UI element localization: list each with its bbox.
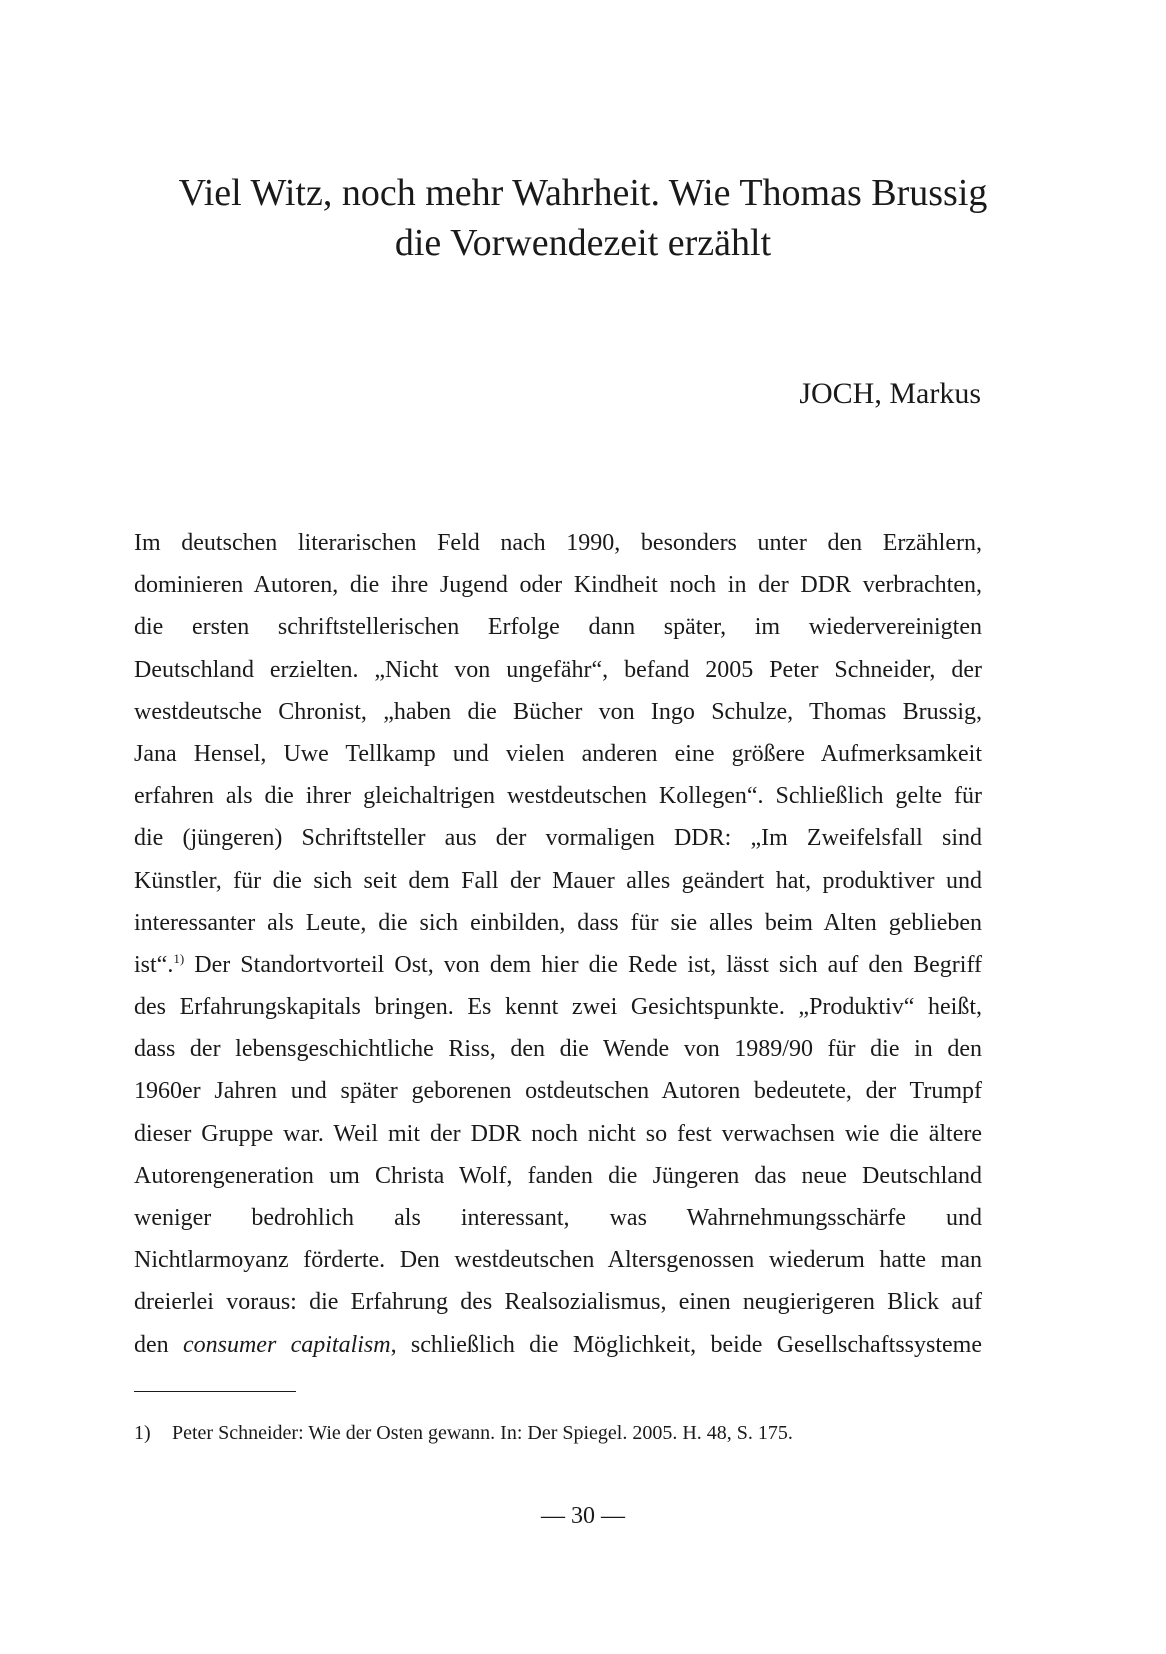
- body-line-start: ist“.: [134, 951, 174, 978]
- body-line: 1960er Jahren und später geborenen ostdeutschen Autoren bedeutete, der Trumpf: [134, 1078, 982, 1105]
- body-line: interessanter als Leute, die sich einbilden, dass für sie alles beim Alten geblieben: [134, 909, 982, 936]
- body-line-end: Der Standortvorteil Ost, von dem hier die Rede ist, lässt sich auf den Begriff: [184, 951, 982, 978]
- article-title: [100, 168, 1066, 268]
- title-line-1: Viel Witz, noch mehr Wahrheit. Wie Thomas Brussig: [178, 172, 988, 214]
- body-line: westdeutsche Chronist, „haben die Bücher von Ingo Schulze, Thomas Brussig,: [134, 698, 982, 725]
- body-line: des Erfahrungskapitals bringen. Es kennt zwei Gesichtspunkte. „Produktiv“ heißt,: [134, 994, 982, 1021]
- author-name: JOCH, Markus: [799, 377, 981, 410]
- body-line: Deutschland erzielten. „Nicht von ungefähr“, befand 2005 Peter Schneider, der: [134, 656, 982, 683]
- italic-term: consumer capitalism: [182, 1331, 391, 1358]
- body-line: erfahren als die ihrer gleichaltrigen westdeutschen Kollegen“. Schließlich gelte für: [134, 783, 982, 810]
- footnote-text: Peter Schneider: Wie der Osten gewann. In: Der Spiegel. 2005. H. 48, S. 175.: [172, 1422, 793, 1444]
- body-line: Künstler, für die sich seit dem Fall der Mauer alles geändert hat, produktiver und: [134, 867, 982, 894]
- body-line: dreierlei voraus: die Erfahrung des Realsozialismus, einen neugierigeren Blick auf: [134, 1289, 982, 1316]
- body-line: dieser Gruppe war. Weil mit der DDR noch nicht so fest verwachsen wie die ältere: [134, 1120, 982, 1147]
- footnote: [134, 1419, 793, 1447]
- title-line-2: die Vorwendezeit erzählt: [394, 222, 772, 264]
- footnote-reference[interactable]: 1): [173, 950, 185, 966]
- page-number: — 30 —: [541, 1503, 625, 1529]
- body-line: die (jüngeren) Schriftsteller aus der vormaligen DDR: „Im Zweifelsfall sind: [134, 825, 982, 852]
- footnote-divider: [134, 1391, 296, 1392]
- body-line: dass der lebensgeschichtliche Riss, den die Wende von 1989/90 für die in den: [134, 1036, 982, 1063]
- body-line: die ersten schriftstellerischen Erfolge dann später, im wiedervereinigten: [134, 614, 982, 641]
- footnote-number: 1): [134, 1422, 151, 1444]
- body-paragraph: [134, 528, 982, 1372]
- body-line: Autorengeneration um Christa Wolf, fanden die Jüngeren das neue Deutschland: [134, 1162, 982, 1189]
- body-line: Jana Hensel, Uwe Tellkamp und vielen anderen eine größere Aufmerksamkeit: [134, 740, 982, 767]
- body-line: dominieren Autoren, die ihre Jugend oder Kindheit noch in der DDR verbrachten,: [134, 572, 982, 599]
- body-line-last: [134, 1330, 982, 1372]
- body-line: Im deutschen literarischen Feld nach 1990, besonders unter den Erzählern,: [134, 530, 982, 556]
- body-line: Nichtlarmoyanz förderte. Den westdeutschen Altersgenossen wiederum hatte man: [134, 1247, 982, 1274]
- body-line-with-footnote: [134, 950, 982, 992]
- body-line-start: den: [134, 1331, 183, 1358]
- body-line-end: , schließlich die Möglichkeit, beide Gesellschaftssysteme: [390, 1331, 982, 1358]
- body-line: weniger bedrohlich als interessant, was Wahrnehmungsschärfe und: [134, 1205, 982, 1231]
